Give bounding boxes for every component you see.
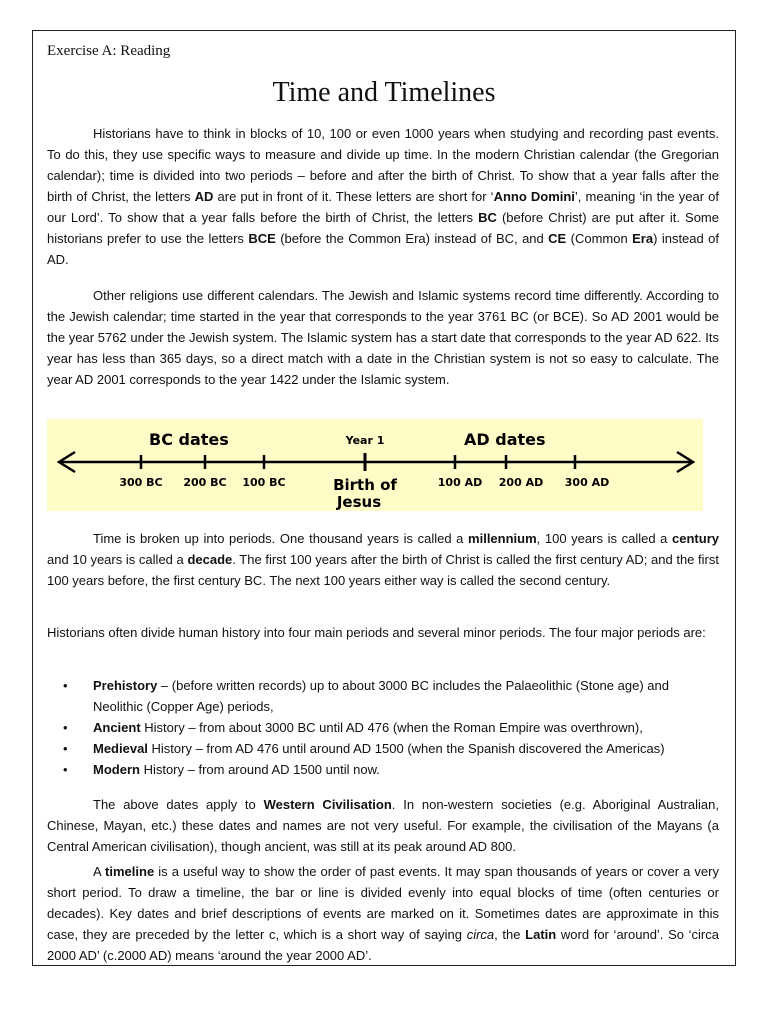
list-item: • Ancient History – from about 3000 BC until AD 476 (when the Roman Empire was overthrown), <box>47 717 719 738</box>
timeline-diagram <box>47 419 703 511</box>
year1-label: Year 1 <box>345 434 385 447</box>
paragraph-intro: Historians have to think in blocks of 10, 100 or even 1000 years when studying and recording past events. To do this, they use specific ways to measure and divide up time. In the modern Christian calendar (the Gregorian calendar); time is divided into two periods – before and after the birth of Christ. To show that a year falls after the birth of Christ, the letters AD are put in front of it. These letters are short for ‘Anno Domini’, meaning ‘in the year of our Lord’. To show that a year falls before the birth of Christ, the letters BC (before Christ) are put after it. Some historians prefer to use the letters BCE (before the Common Era) instead of BC, and CE (Common Era) instead of AD. <box>47 126 720 267</box>
list-item: • Prehistory – (before written records) up to about 3000 BC includes the Palaeolithic (Stone age) and Neolithic (Copper Age) periods, <box>47 675 719 717</box>
bullet-icon: • <box>63 762 68 777</box>
page-frame <box>32 30 736 966</box>
label-200ad: 200 AD <box>498 476 544 489</box>
list-item: • Medieval History – from AD 476 until around AD 1500 (when the Spanish discovered the Americas) <box>47 738 719 759</box>
list-item: • Modern History – from around AD 1500 until now. <box>47 759 719 780</box>
bc-dates-heading: BC dates <box>149 430 229 449</box>
paragraph-calendars: Other religions use different calendars. The Jewish and Islamic systems record time differently. According to the Jewish calendar; time started in the year that corresponds to the year 3761 BC (or BCE). So AD 2001 would be the year 5762 under the Jewish system. The Islamic system has a start date that corresponds to the year AD 622. Its year has less than 365 days, so a direct match with a date in the Christian system is not so easy to calculate. The year AD 2001 corresponds to the year 1422 under the Islamic system. <box>47 288 719 387</box>
label-100bc: 100 BC <box>242 476 286 489</box>
label-300bc: 300 BC <box>119 476 163 489</box>
paragraph-history-periods: Historians often divide human history into four main periods and several minor periods. The four major periods are: <box>47 625 706 640</box>
label-100ad: 100 AD <box>437 476 483 489</box>
label-300ad: 300 AD <box>564 476 610 489</box>
birth-label-line1: Birth of <box>333 476 397 494</box>
paragraph-periods-of-time: Time is broken up into periods. One thousand years is called a millennium, 100 years is called a century and 10 years is called a decade. The first 100 years after the birth of Christ is called the first century AD; and the first 100 years before, the first century BC. The next 100 years either way is called the second century. <box>47 531 719 588</box>
bullet-icon: • <box>63 741 68 756</box>
bullet-icon: • <box>63 720 68 735</box>
birth-label-line2: Jesus <box>336 493 382 511</box>
paragraph-timeline: A timeline is a useful way to show the order of past events. It may span thousands of years or cover a very short period. To draw a timeline, the bar or line is divided evenly into equal blocks of time (often centuries or decades). Key dates and brief descriptions of events are marked on it. Sometimes dates are approximate in this case, they are preceded by the letter c, which is a short way of saying circa, the Latin word for ‘around’. So ‘circa 2000 AD’ (c.2000 AD) means ‘around the year 2000 AD’. <box>47 864 719 963</box>
paragraph-western-civilisation: The above dates apply to Western Civilisation. In non-western societies (e.g. Aboriginal Australian, Chinese, Mayan, etc.) these dates and names are not very useful. For example, the civilisation of the Mayans (a Central American civilisation), though ancient, was still at its peak around AD 800. <box>47 797 720 854</box>
ad-dates-heading: AD dates <box>464 430 546 449</box>
timeline-svg <box>47 419 703 511</box>
exercise-label: Exercise A: Reading <box>47 43 171 59</box>
periods-list <box>47 675 719 780</box>
bullet-icon: • <box>63 678 68 693</box>
label-200bc: 200 BC <box>183 476 227 489</box>
page-title: Time and Timelines <box>272 77 496 108</box>
